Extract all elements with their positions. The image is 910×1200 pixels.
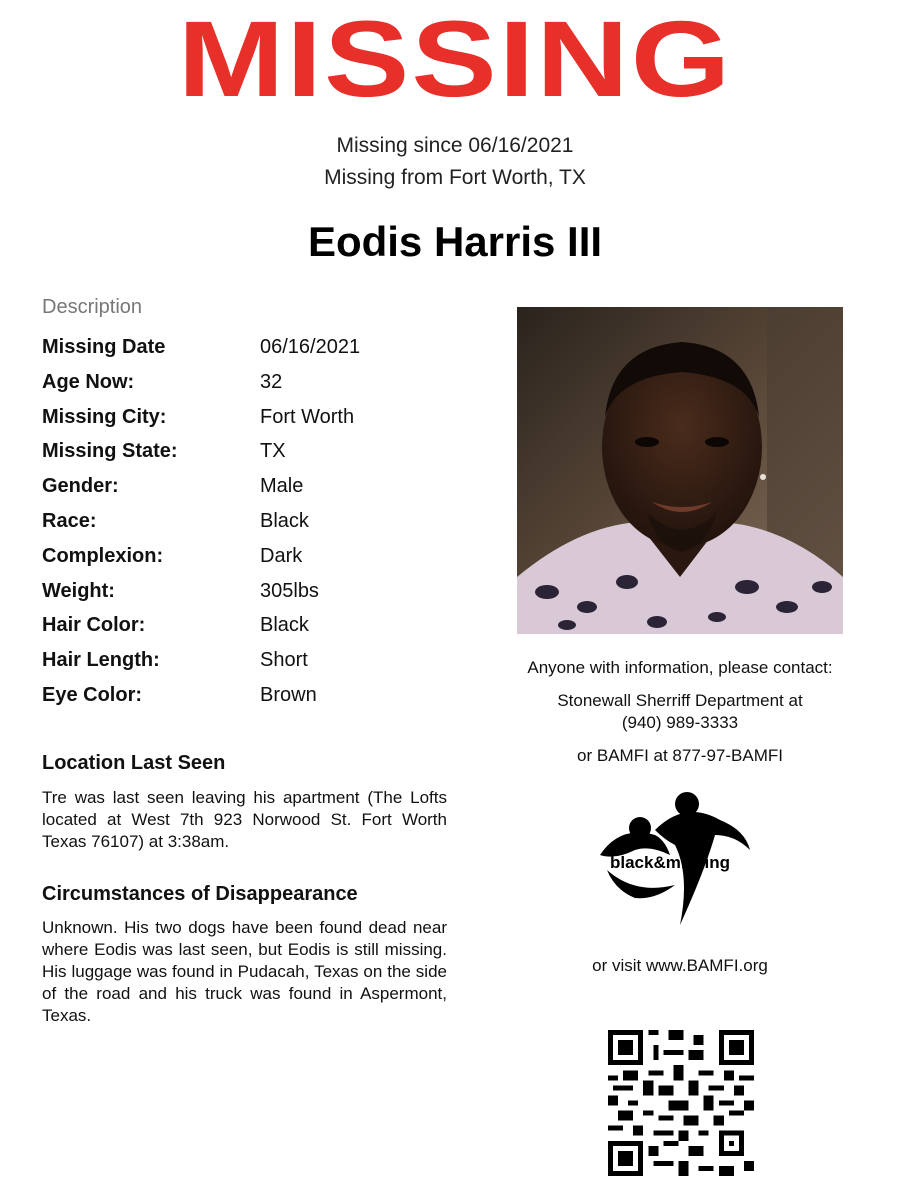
contact-phone: (940) 989-3333 [621,713,739,732]
field-value: 32 [260,370,283,393]
field-value: TX [260,440,286,463]
field-value: 305lbs [260,579,319,602]
field-row-gender [42,475,462,510]
person-photo [517,307,843,634]
field-value: Fort Worth [260,405,355,428]
field-value: Dark [260,544,303,567]
field-row-hair-length [42,649,462,684]
field-row-eye-color [42,684,462,719]
field-label: Eye Color: [42,683,143,706]
field-label: Hair Length: [42,649,160,672]
description-field-list [42,336,462,719]
location-last-seen-heading: Location Last Seen [42,752,226,774]
logo-text: black&missing [610,853,730,872]
field-row-complexion [42,545,462,580]
contact-lead-text: Anyone with information, please contact: [527,658,833,677]
field-label: Missing State: [42,440,178,463]
missing-since-text: Missing since 06/16/2021 [336,134,574,157]
field-label: Missing City: [42,405,167,428]
field-label: Gender: [42,475,119,498]
field-row-missing-date [42,336,462,371]
field-row-age-now [42,371,462,406]
field-value: Short [260,649,308,672]
field-row-weight [42,580,462,615]
black-and-missing-logo [595,790,755,928]
qr-code [608,1030,754,1176]
field-value: Brown [260,683,317,706]
field-value: Black [260,509,309,532]
field-label: Hair Color: [42,614,146,637]
field-value: Male [260,475,304,498]
description-heading: Description [42,296,143,318]
field-value: 06/16/2021 [260,336,361,358]
field-row-race [42,510,462,545]
missing-from-text: Missing from Fort Worth, TX [324,166,586,189]
visit-website-text: or visit www.BAMFI.org [592,956,768,975]
circumstances-text: Unknown. His two dogs have been found dead near where Eodis was last seen, but Eodis is still missing. His luggage was found in Pudacah, Texas on the side of the road and his truck was found in Aspermont, Texas. [42,918,447,1025]
field-label: Missing Date [42,336,166,358]
missing-headline: MISSING [177,0,733,120]
contact-agency: Stonewall Sherriff Department at [557,691,803,710]
field-label: Complexion: [42,544,164,567]
person-name: Eodis Harris III [307,218,603,265]
field-row-missing-state [42,440,462,475]
field-label: Race: [42,509,97,532]
location-last-seen-text: Tre was last seen leaving his apartment (The Lofts located at West 7th 923 Norwood St. Fort Worth Texas 76107) at 3:38am. [42,788,447,851]
field-row-hair-color [42,614,462,649]
field-value: Black [260,614,309,637]
contact-bamfi: or BAMFI at 877-97-BAMFI [577,746,783,765]
field-label: Age Now: [42,370,135,393]
field-label: Weight: [42,579,115,602]
field-row-missing-city [42,406,462,441]
circumstances-heading: Circumstances of Disappearance [42,883,358,905]
